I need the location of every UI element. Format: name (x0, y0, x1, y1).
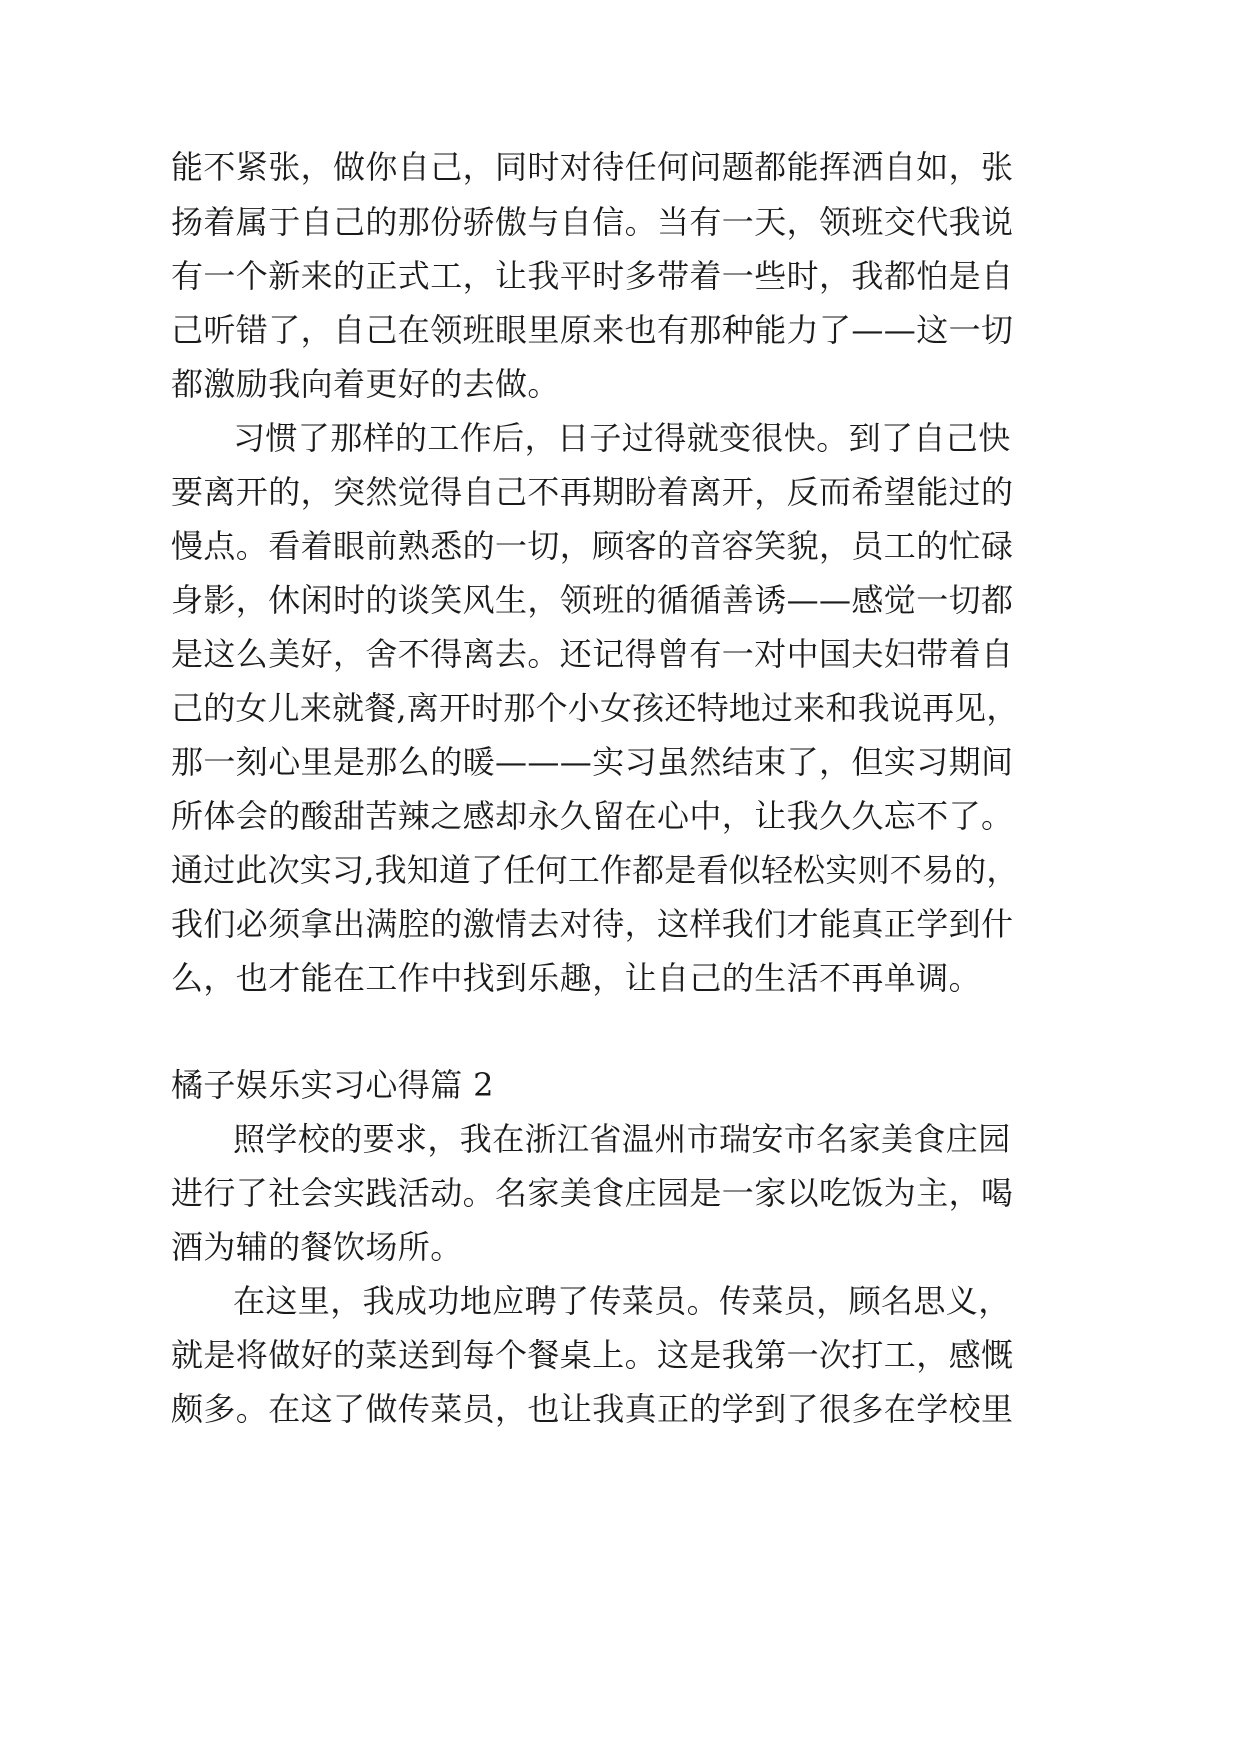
paragraph-first-line: 照学校的要求，我在浙江省温州市瑞安市名家美食庄园 (233, 1120, 1011, 1158)
text-line: 我们必须拿出满腔的激情去对待，这样我们才能真正学到什 (171, 905, 1014, 943)
text-line: 要离开的，突然觉得自己不再期盼着离开，反而希望能过的 (171, 473, 1014, 511)
text-line: 有一个新来的正式工，让我平时多带着一些时，我都怕是自 (171, 257, 1014, 295)
text-line: 进行了社会实践活动。名家美食庄园是一家以吃饭为主，喝 (171, 1174, 1014, 1212)
text-line: 己的女儿来就餐,离开时那个小女孩还特地过来和我说再见， (171, 689, 1019, 727)
text-line: 那一刻心里是那么的暖———实习虽然结束了，但实习期间 (171, 743, 1014, 781)
section-heading: 橘子娱乐实习心得篇 2 (171, 1066, 494, 1104)
text-line: 就是将做好的菜送到每个餐桌上。这是我第一次打工，感慨 (171, 1336, 1014, 1374)
text-line: 身影，休闲时的谈笑风生，领班的循循善诱——感觉一切都 (171, 581, 1014, 619)
text-line: 通过此次实习,我知道了任何工作都是看似轻松实则不易的， (171, 851, 1019, 889)
text-line: 能不紧张，做你自己，同时对待任何问题都能挥洒自如，张 (171, 148, 1014, 186)
text-line: 慢点。看着眼前熟悉的一切，顾客的音容笑貌，员工的忙碌 (171, 527, 1014, 565)
text-line: 是这么美好，舍不得离去。还记得曾有一对中国夫妇带着自 (171, 635, 1014, 673)
paragraph-first-line: 在这里，我成功地应聘了传菜员。传菜员，顾名思义， (233, 1282, 1011, 1320)
text-line: 己听错了，自己在领班眼里原来也有那种能力了——这一切 (171, 311, 1014, 349)
text-line: 么，也才能在工作中找到乐趣，让自己的生活不再单调。 (171, 959, 982, 997)
text-line: 都激励我向着更好的去做。 (171, 365, 560, 403)
text-line: 颇多。在这了做传菜员，也让我真正的学到了很多在学校里 (171, 1390, 1014, 1428)
text-line: 扬着属于自己的那份骄傲与自信。当有一天，领班交代我说 (171, 203, 1014, 241)
text-line: 所体会的酸甜苦辣之感却永久留在心中，让我久久忘不了。 (171, 797, 1014, 835)
paragraph-first-line: 习惯了那样的工作后，日子过得就变很快。到了自己快 (233, 419, 1011, 457)
text-line: 酒为辅的餐饮场所。 (171, 1228, 463, 1266)
